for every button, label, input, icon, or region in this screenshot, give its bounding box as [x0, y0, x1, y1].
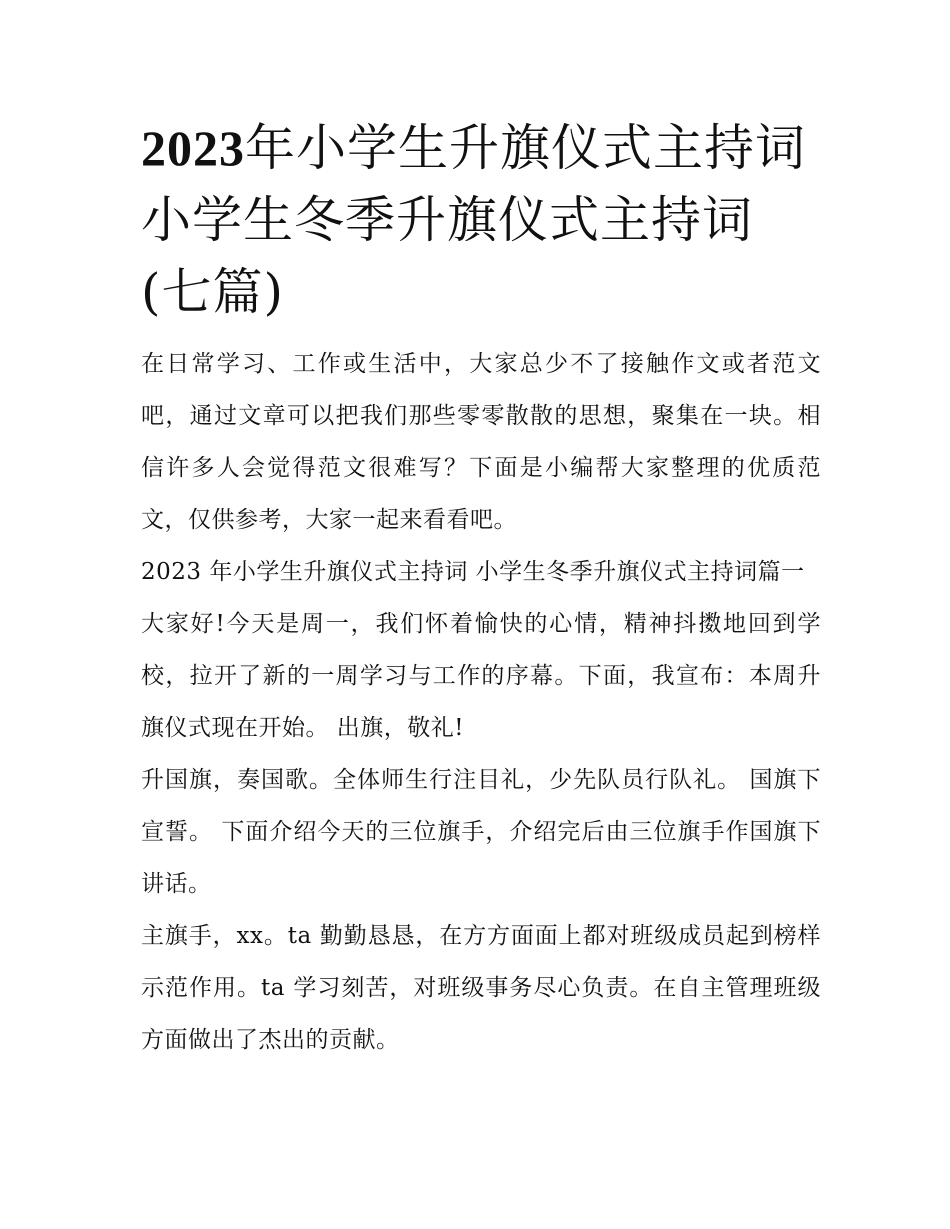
title-year: 2023	[141, 120, 245, 176]
body-paragraph: 大家好!今天是周一，我们怀着愉快的心情，精神抖擞地回到学校，拉开了新的一周学习与工作的序幕。下面，我宣布：本周升旗仪式现在开始。 出旗，敬礼!	[141, 611, 821, 741]
body-paragraph: 升国旗，奏国歌。全体师生行注目礼，少先队员行队礼。 国旗下宣誓。 下面介绍今天的三位旗手，介绍完后由三位旗手作国旗下讲话。	[141, 767, 821, 897]
section-heading: 2023 年小学生升旗仪式主持词 小学生冬季升旗仪式主持词篇一	[141, 559, 805, 585]
title-text: 年小学生升旗仪式主持词 小学生冬季升旗仪式主持词(七篇)	[141, 119, 806, 321]
intro-paragraph: 在日常学习、工作或生活中，大家总少不了接触作文或者范文吧，通过文章可以把我们那些零零散散的思想，聚集在一块。相信许多人会觉得范文很难写？下面是小编帮大家整理的优质范文，仅供参考，大家一起来看看吧。	[141, 351, 821, 533]
document-page	[141, 112, 821, 1066]
body-paragraph: 主旗手，xx。ta 勤勤恳恳，在方方面面上都对班级成员起到榜样示范作用。ta 学习刻苦，对班级事务尽心负责。在自主管理班级方面做出了杰出的贡献。	[141, 923, 821, 1053]
document-title	[141, 112, 821, 328]
